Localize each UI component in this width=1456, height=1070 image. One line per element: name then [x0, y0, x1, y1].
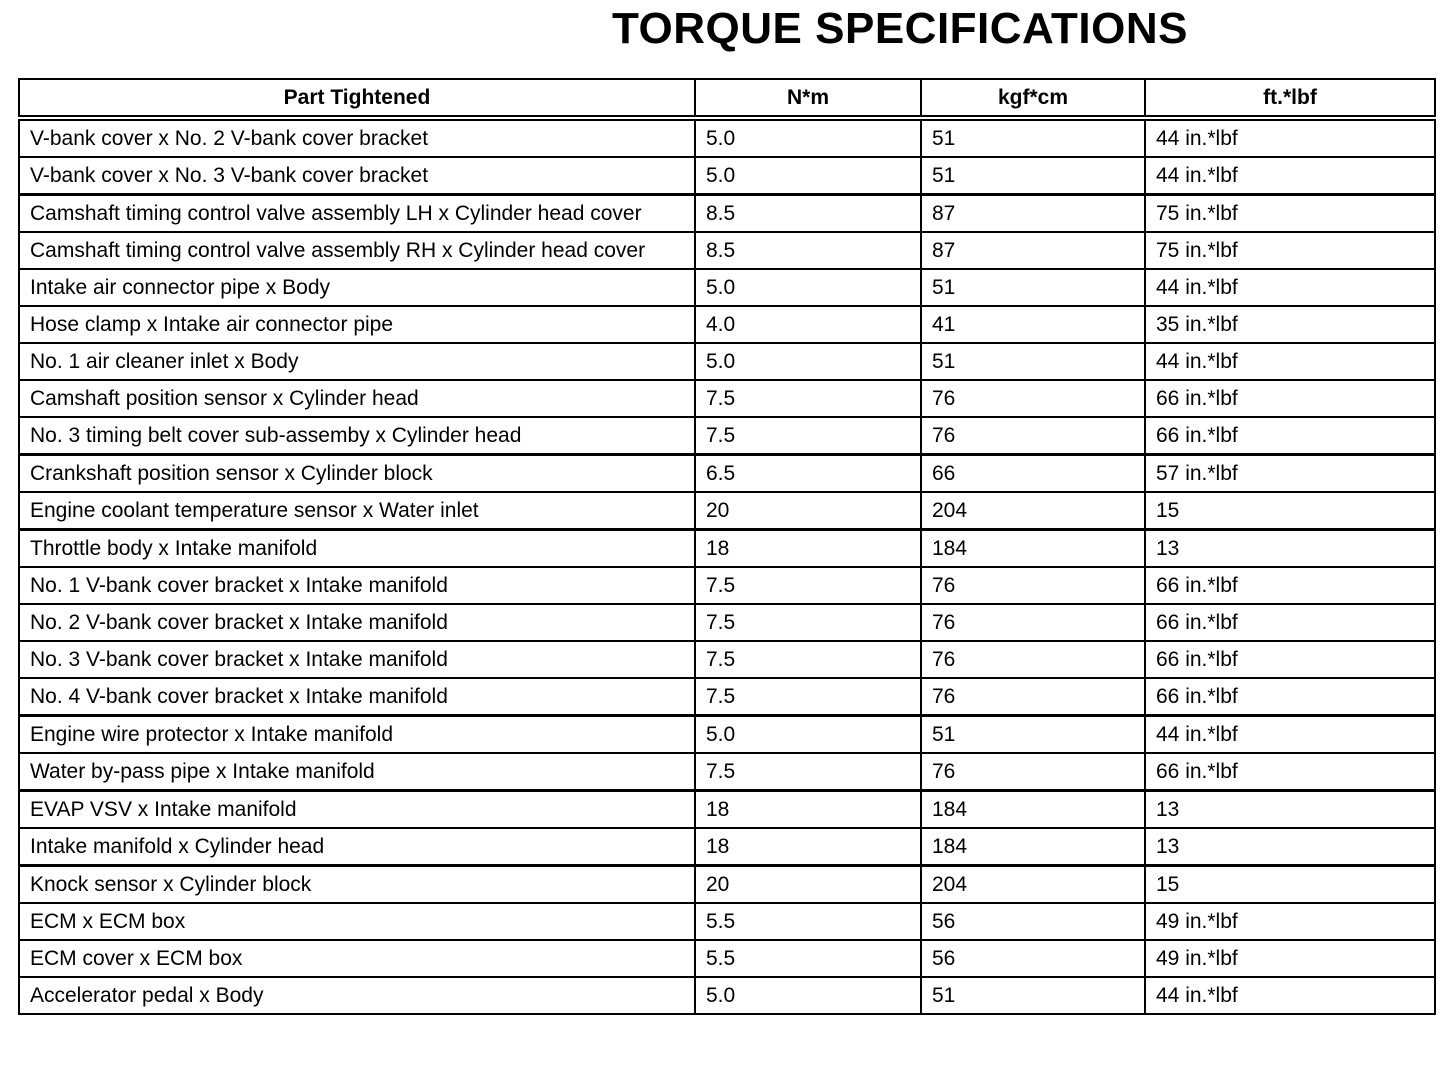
table-row: [19, 306, 1435, 343]
header-part-tightened: Part Tightened: [19, 79, 695, 118]
cell-nm: 20: [695, 866, 921, 904]
cell-kgfcm: 184: [921, 530, 1145, 568]
cell-ftlbf: 44 in.*lbf: [1145, 157, 1435, 195]
cell-nm: 18: [695, 791, 921, 829]
header-kgfcm: kgf*cm: [921, 79, 1145, 118]
cell-kgfcm: 76: [921, 641, 1145, 678]
cell-kgfcm: 56: [921, 940, 1145, 977]
cell-part: Knock sensor x Cylinder block: [19, 866, 695, 904]
cell-ftlbf: 66 in.*lbf: [1145, 417, 1435, 455]
cell-ftlbf: 15: [1145, 492, 1435, 530]
table-row: [19, 455, 1435, 493]
cell-kgfcm: 76: [921, 753, 1145, 791]
cell-part: Throttle body x Intake manifold: [19, 530, 695, 568]
table-row: [19, 195, 1435, 233]
cell-part: Engine wire protector x Intake manifold: [19, 716, 695, 754]
cell-nm: 7.5: [695, 380, 921, 417]
cell-kgfcm: 76: [921, 380, 1145, 417]
table-row: [19, 753, 1435, 791]
cell-part: Engine coolant temperature sensor x Water inlet: [19, 492, 695, 530]
cell-nm: 18: [695, 828, 921, 866]
cell-part: Camshaft timing control valve assembly RH x Cylinder head cover: [19, 232, 695, 269]
cell-ftlbf: 75 in.*lbf: [1145, 195, 1435, 233]
cell-part: Crankshaft position sensor x Cylinder block: [19, 455, 695, 493]
cell-nm: 5.0: [695, 269, 921, 306]
table-row: [19, 343, 1435, 380]
cell-kgfcm: 76: [921, 604, 1145, 641]
cell-nm: 20: [695, 492, 921, 530]
cell-ftlbf: 13: [1145, 828, 1435, 866]
cell-part: No. 2 V-bank cover bracket x Intake manifold: [19, 604, 695, 641]
cell-ftlbf: 66 in.*lbf: [1145, 604, 1435, 641]
cell-part: Camshaft position sensor x Cylinder head: [19, 380, 695, 417]
cell-nm: 4.0: [695, 306, 921, 343]
cell-kgfcm: 51: [921, 977, 1145, 1014]
cell-ftlbf: 49 in.*lbf: [1145, 940, 1435, 977]
cell-nm: 7.5: [695, 417, 921, 455]
cell-ftlbf: 75 in.*lbf: [1145, 232, 1435, 269]
table-row: [19, 604, 1435, 641]
cell-kgfcm: 56: [921, 903, 1145, 940]
cell-kgfcm: 76: [921, 417, 1145, 455]
table-row: [19, 977, 1435, 1014]
cell-part: Hose clamp x Intake air connector pipe: [19, 306, 695, 343]
cell-kgfcm: 204: [921, 866, 1145, 904]
table-row: [19, 678, 1435, 716]
cell-nm: 5.0: [695, 977, 921, 1014]
cell-nm: 5.5: [695, 940, 921, 977]
cell-kgfcm: 76: [921, 567, 1145, 604]
cell-nm: 7.5: [695, 567, 921, 604]
cell-kgfcm: 51: [921, 157, 1145, 195]
table-row: [19, 157, 1435, 195]
table-body: [19, 118, 1435, 1014]
cell-nm: 5.0: [695, 343, 921, 380]
torque-spec-table: [18, 78, 1436, 1015]
table-row: [19, 866, 1435, 904]
table-row: [19, 380, 1435, 417]
cell-ftlbf: 44 in.*lbf: [1145, 977, 1435, 1014]
cell-kgfcm: 87: [921, 232, 1145, 269]
cell-nm: 6.5: [695, 455, 921, 493]
table-row: [19, 716, 1435, 754]
cell-kgfcm: 51: [921, 716, 1145, 754]
header-ftlbf: ft.*lbf: [1145, 79, 1435, 118]
cell-part: ECM cover x ECM box: [19, 940, 695, 977]
cell-kgfcm: 51: [921, 118, 1145, 157]
cell-part: No. 4 V-bank cover bracket x Intake manifold: [19, 678, 695, 716]
cell-part: No. 3 timing belt cover sub-assemby x Cylinder head: [19, 417, 695, 455]
cell-part: Accelerator pedal x Body: [19, 977, 695, 1014]
table-row: [19, 232, 1435, 269]
cell-kgfcm: 184: [921, 828, 1145, 866]
cell-ftlbf: 66 in.*lbf: [1145, 641, 1435, 678]
table-row: [19, 641, 1435, 678]
cell-part: EVAP VSV x Intake manifold: [19, 791, 695, 829]
cell-ftlbf: 13: [1145, 791, 1435, 829]
cell-part: V-bank cover x No. 3 V-bank cover bracket: [19, 157, 695, 195]
cell-ftlbf: 44 in.*lbf: [1145, 716, 1435, 754]
cell-kgfcm: 66: [921, 455, 1145, 493]
cell-nm: 7.5: [695, 678, 921, 716]
table-row: [19, 828, 1435, 866]
cell-kgfcm: 184: [921, 791, 1145, 829]
cell-nm: 7.5: [695, 641, 921, 678]
cell-ftlbf: 35 in.*lbf: [1145, 306, 1435, 343]
cell-ftlbf: 44 in.*lbf: [1145, 269, 1435, 306]
cell-part: Intake manifold x Cylinder head: [19, 828, 695, 866]
cell-nm: 7.5: [695, 604, 921, 641]
table-row: [19, 567, 1435, 604]
cell-kgfcm: 87: [921, 195, 1145, 233]
cell-kgfcm: 41: [921, 306, 1145, 343]
table-header-row: [19, 79, 1435, 118]
cell-nm: 5.5: [695, 903, 921, 940]
table-row: [19, 903, 1435, 940]
cell-ftlbf: 44 in.*lbf: [1145, 118, 1435, 157]
cell-ftlbf: 15: [1145, 866, 1435, 904]
cell-ftlbf: 49 in.*lbf: [1145, 903, 1435, 940]
table-row: [19, 269, 1435, 306]
cell-kgfcm: 76: [921, 678, 1145, 716]
cell-ftlbf: 57 in.*lbf: [1145, 455, 1435, 493]
cell-ftlbf: 13: [1145, 530, 1435, 568]
cell-kgfcm: 51: [921, 343, 1145, 380]
table-row: [19, 940, 1435, 977]
cell-nm: 5.0: [695, 157, 921, 195]
cell-ftlbf: 44 in.*lbf: [1145, 343, 1435, 380]
cell-part: V-bank cover x No. 2 V-bank cover bracket: [19, 118, 695, 157]
cell-kgfcm: 204: [921, 492, 1145, 530]
table-row: [19, 530, 1435, 568]
cell-nm: 8.5: [695, 232, 921, 269]
cell-ftlbf: 66 in.*lbf: [1145, 567, 1435, 604]
cell-nm: 8.5: [695, 195, 921, 233]
cell-part: Intake air connector pipe x Body: [19, 269, 695, 306]
cell-part: Water by-pass pipe x Intake manifold: [19, 753, 695, 791]
cell-part: ECM x ECM box: [19, 903, 695, 940]
header-nm: N*m: [695, 79, 921, 118]
cell-nm: 18: [695, 530, 921, 568]
cell-part: No. 3 V-bank cover bracket x Intake manifold: [19, 641, 695, 678]
cell-part: Camshaft timing control valve assembly LH x Cylinder head cover: [19, 195, 695, 233]
table-row: [19, 118, 1435, 157]
cell-part: No. 1 V-bank cover bracket x Intake manifold: [19, 567, 695, 604]
cell-nm: 5.0: [695, 118, 921, 157]
page-title: TORQUE SPECIFICATIONS: [611, 4, 1189, 53]
cell-ftlbf: 66 in.*lbf: [1145, 380, 1435, 417]
cell-ftlbf: 66 in.*lbf: [1145, 678, 1435, 716]
table-row: [19, 417, 1435, 455]
cell-ftlbf: 66 in.*lbf: [1145, 753, 1435, 791]
cell-kgfcm: 51: [921, 269, 1145, 306]
table-row: [19, 492, 1435, 530]
cell-part: No. 1 air cleaner inlet x Body: [19, 343, 695, 380]
cell-nm: 7.5: [695, 753, 921, 791]
cell-nm: 5.0: [695, 716, 921, 754]
table-row: [19, 791, 1435, 829]
